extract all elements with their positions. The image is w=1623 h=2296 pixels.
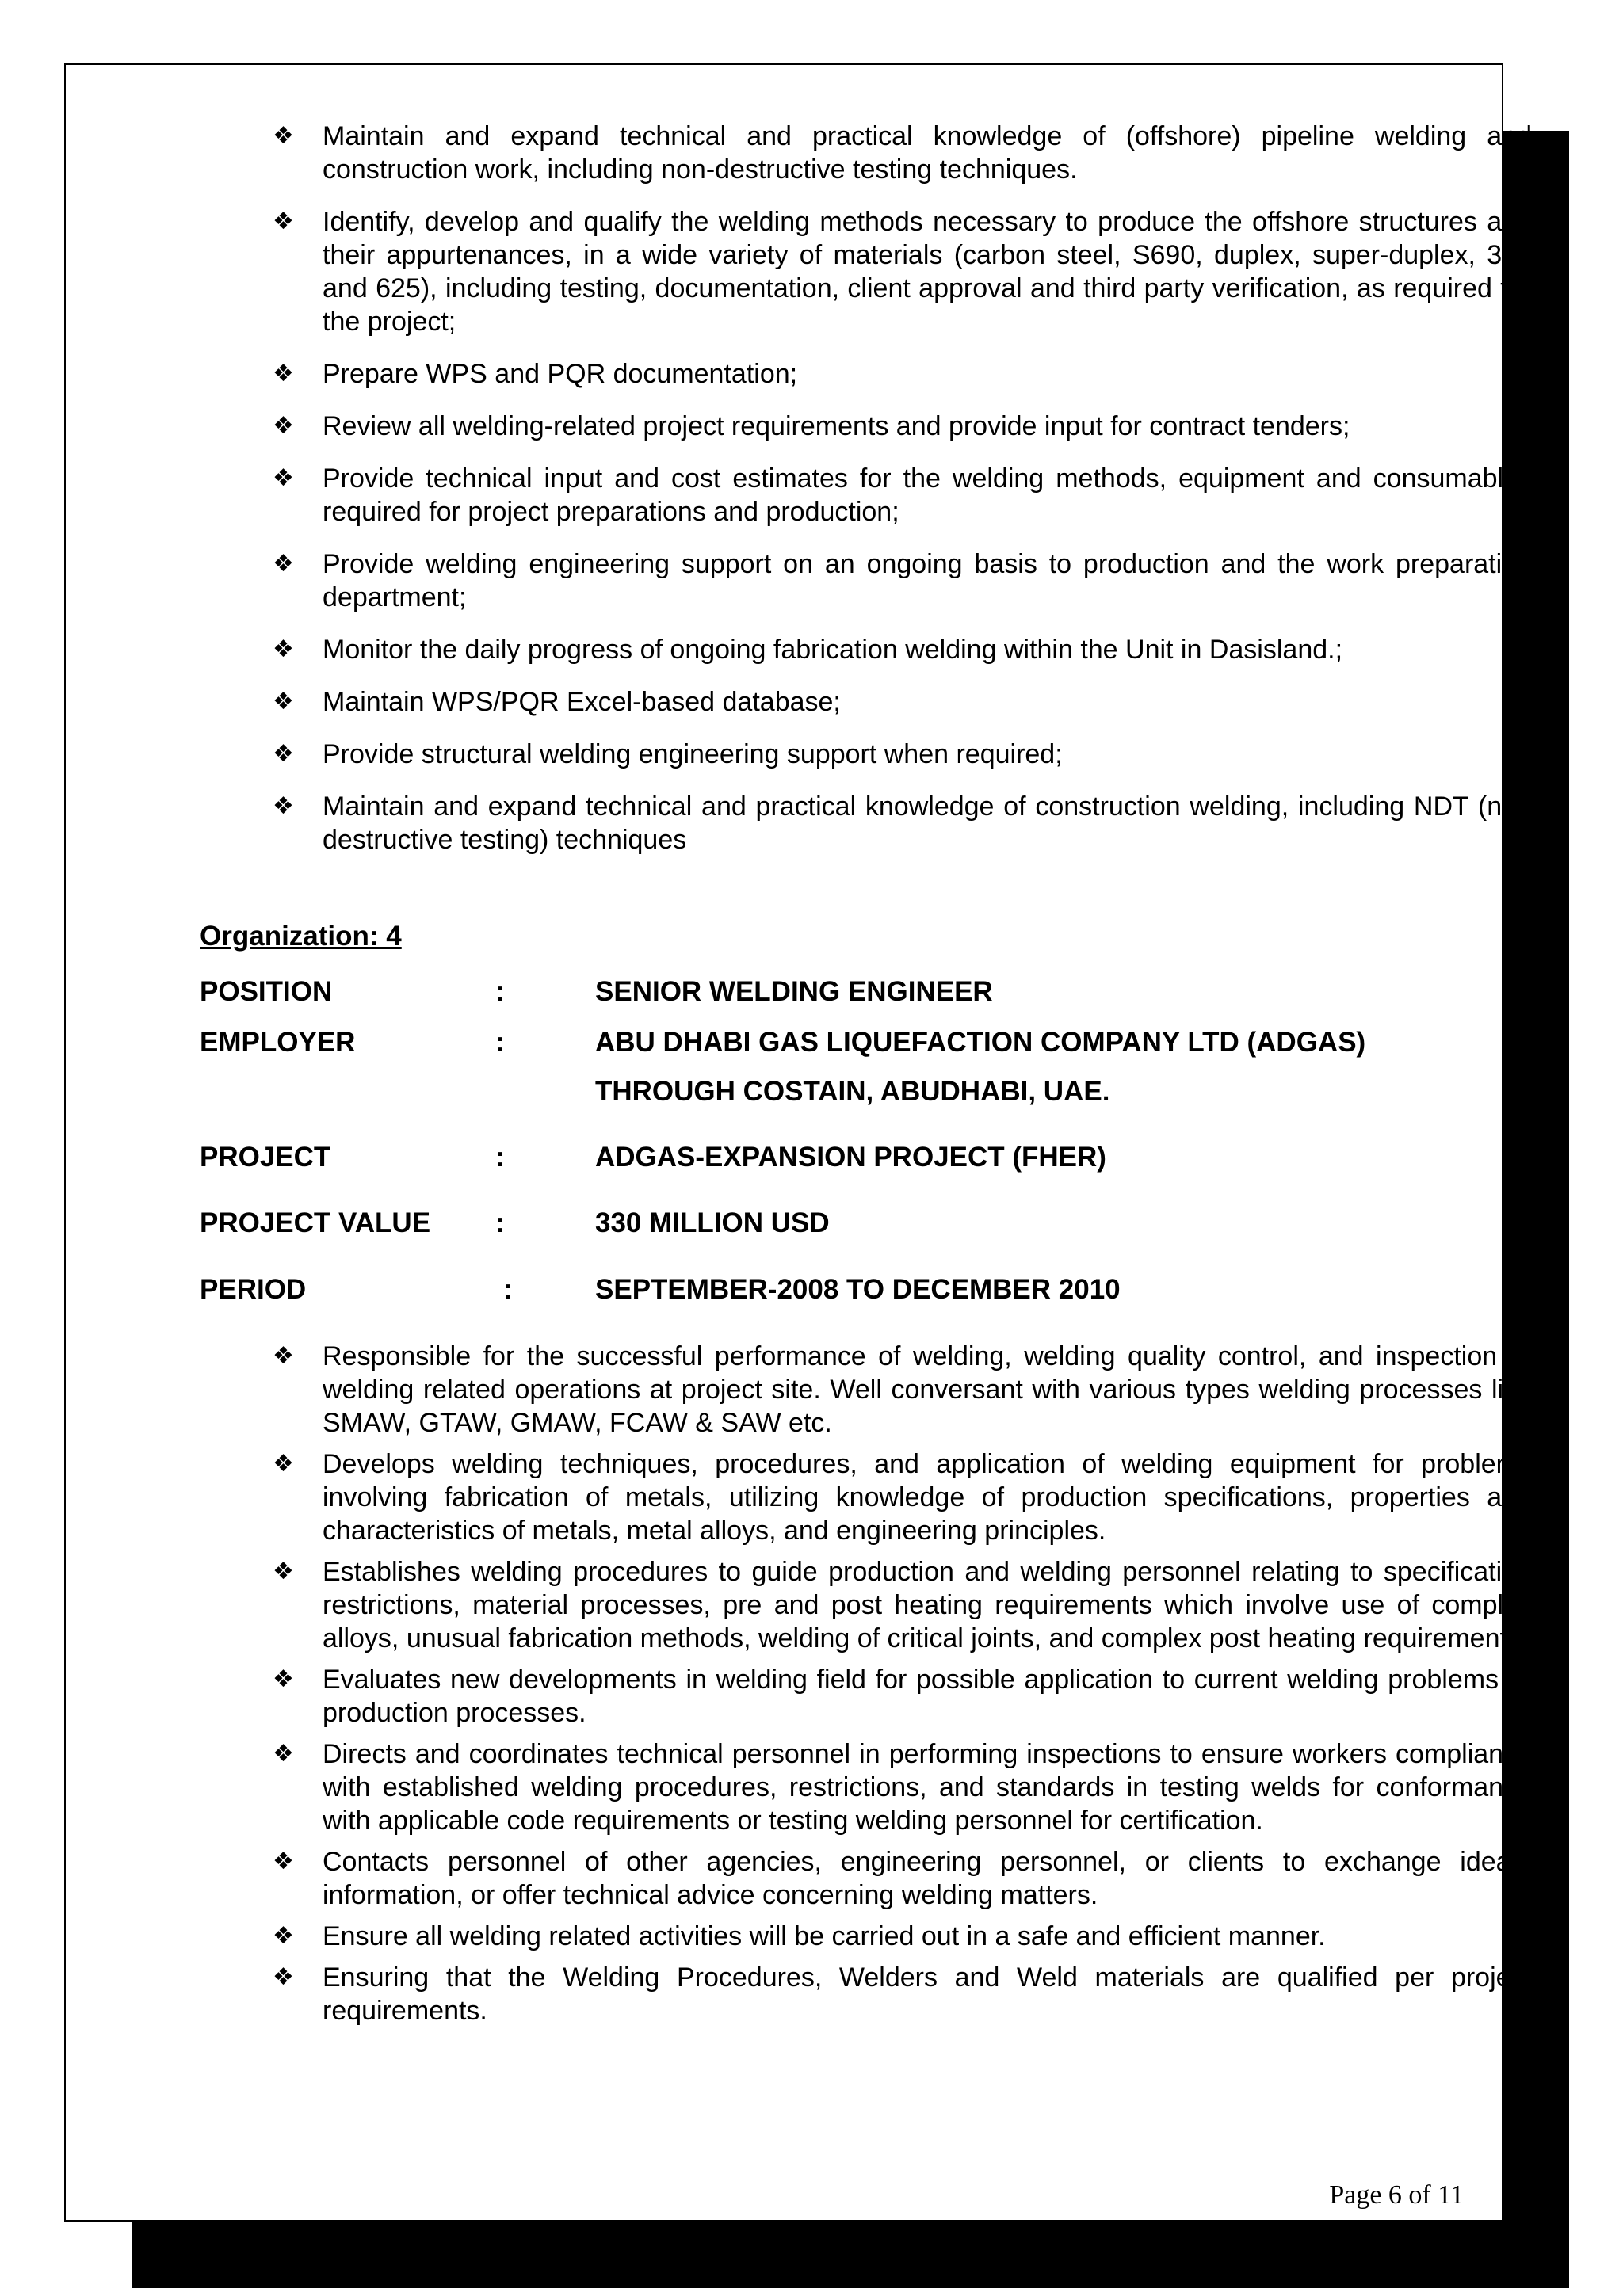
employer-row-continued <box>200 1075 1532 1108</box>
separator-colon: : <box>503 1274 513 1305</box>
list-item: ❖ Identify, develop and qualify the welding methods necessary to produce the offshore structures and their appurtenances, in a wide variety of materials (carbon steel, S690, duplex, super-duplex, 316 and 625), including testing, documentation, client approval and third party verification, as required for the project; <box>273 207 1532 337</box>
list-item: ❖ Establishes welding procedures to guide production and welding personnel relating to specification restrictions, material processes, pre and post heating requirements which involve use of complex alloys, unusual fabrication methods, welding of critical joints, and complex post heating requirements. <box>273 1557 1532 1653</box>
list-item: ❖ Review all welding-related project requirements and provide input for contract tenders; <box>273 411 1350 441</box>
list-item: ❖ Monitor the daily progress of ongoing fabrication welding within the Unit in Dasisland.; <box>273 635 1343 665</box>
position-row <box>200 975 1532 1009</box>
document-page <box>64 63 1532 2222</box>
page-content <box>200 120 1532 2035</box>
period-value: SEPTEMBER-2008 TO DECEMBER 2010 <box>595 1274 1121 1305</box>
list-item: ❖ Ensure all welding related activities will be carried out in a safe and efficient manner. <box>273 1921 1326 1951</box>
employer-label: EMPLOYER <box>200 1027 356 1058</box>
diamond-bullet-icon: ❖ <box>273 208 294 235</box>
separator-colon: : <box>495 1207 505 1238</box>
diamond-bullet-icon: ❖ <box>273 360 294 387</box>
organization-heading: Organization: 4 <box>200 921 402 952</box>
employer-row <box>200 1026 1532 1059</box>
diamond-bullet-icon: ❖ <box>273 464 294 492</box>
separator-colon: : <box>495 1142 505 1173</box>
diamond-bullet-icon: ❖ <box>273 1740 294 1768</box>
diamond-bullet-icon: ❖ <box>273 122 294 150</box>
list-item: ❖ Maintain and expand technical and practical knowledge of construction welding, including NDT (non destructive testing) techniques <box>273 791 1532 855</box>
list-item: ❖ Responsible for the successful performance of welding, welding quality control, and inspection of welding related operations at project site. Well conversant with various types welding processes like SMAW, GTAW, GMAW, FCAW & SAW etc. <box>273 1341 1532 1438</box>
diamond-bullet-icon: ❖ <box>273 412 294 440</box>
list-item: ❖ Maintain and expand technical and practical knowledge of (offshore) pipeline welding and construction work, including non-destructive testing techniques. <box>273 121 1532 185</box>
diamond-bullet-icon: ❖ <box>273 1665 294 1693</box>
list-item: ❖ Maintain WPS/PQR Excel-based database; <box>273 687 841 717</box>
page-number: Page 6 of 11 <box>1329 2180 1464 2210</box>
list-item: ❖ Evaluates new developments in welding field for possible application to current welding problems or production processes. <box>273 1665 1532 1728</box>
list-item: ❖ Contacts personnel of other agencies, engineering personnel, or clients to exchange ideas, information, or offer technical advice concerning welding matters. <box>273 1847 1532 1910</box>
project-row <box>200 1141 1532 1174</box>
duties-list <box>200 120 1532 856</box>
employer-value-continued: THROUGH COSTAIN, ABUDHABI, UAE. <box>595 1076 1110 1107</box>
organization-details <box>200 975 1532 1306</box>
employer-value: ABU DHABI GAS LIQUEFACTION COMPANY LTD (ADGAS) <box>595 1027 1366 1058</box>
project-label: PROJECT <box>200 1142 331 1173</box>
period-label: PERIOD <box>200 1274 307 1305</box>
separator-colon: : <box>495 976 505 1007</box>
diamond-bullet-icon: ❖ <box>273 1963 294 1991</box>
list-item: ❖ Directs and coordinates technical personnel in performing inspections to ensure workers compliance with established welding procedures, restrictions, and standards in testing welds for conformance with applicable code requirements or testing welding personnel for certification. <box>273 1739 1532 1836</box>
list-item: ❖ Provide welding engineering support on an ongoing basis to production and the work preparation department; <box>273 549 1532 612</box>
period-row <box>200 1273 1532 1306</box>
responsibilities-list <box>200 1340 1532 2027</box>
separator-colon: : <box>495 1027 505 1058</box>
diamond-bullet-icon: ❖ <box>273 1922 294 1950</box>
diamond-bullet-icon: ❖ <box>273 1848 294 1875</box>
diamond-bullet-icon: ❖ <box>273 740 294 768</box>
diamond-bullet-icon: ❖ <box>273 550 294 578</box>
position-label: POSITION <box>200 976 333 1007</box>
project-value-label: PROJECT VALUE <box>200 1207 431 1238</box>
list-item: ❖ Provide technical input and cost estimates for the welding methods, equipment and consumables required for project preparations and production; <box>273 463 1532 527</box>
diamond-bullet-icon: ❖ <box>273 635 294 663</box>
list-item: ❖ Ensuring that the Welding Procedures, Welders and Weld materials are qualified per project requirements. <box>273 1962 1532 2026</box>
diamond-bullet-icon: ❖ <box>273 792 294 820</box>
diamond-bullet-icon: ❖ <box>273 1558 294 1585</box>
project-value-row <box>200 1207 1532 1240</box>
list-item: ❖ Prepare WPS and PQR documentation; <box>273 359 798 389</box>
page-shadow-bottom <box>132 2220 1569 2288</box>
diamond-bullet-icon: ❖ <box>273 1342 294 1370</box>
project-value-amount: 330 MILLION USD <box>595 1207 830 1238</box>
list-item: ❖ Develops welding techniques, procedures, and application of welding equipment for problems involving fabrication of metals, utilizing knowledge of production specifications, properties and characteristics of metals, metal alloys, and engineering principles. <box>273 1449 1532 1546</box>
diamond-bullet-icon: ❖ <box>273 1450 294 1478</box>
diamond-bullet-icon: ❖ <box>273 688 294 715</box>
project-value: ADGAS-EXPANSION PROJECT (FHER) <box>595 1142 1106 1173</box>
list-item: ❖ Provide structural welding engineering support when required; <box>273 739 1063 769</box>
position-value: SENIOR WELDING ENGINEER <box>595 976 993 1007</box>
